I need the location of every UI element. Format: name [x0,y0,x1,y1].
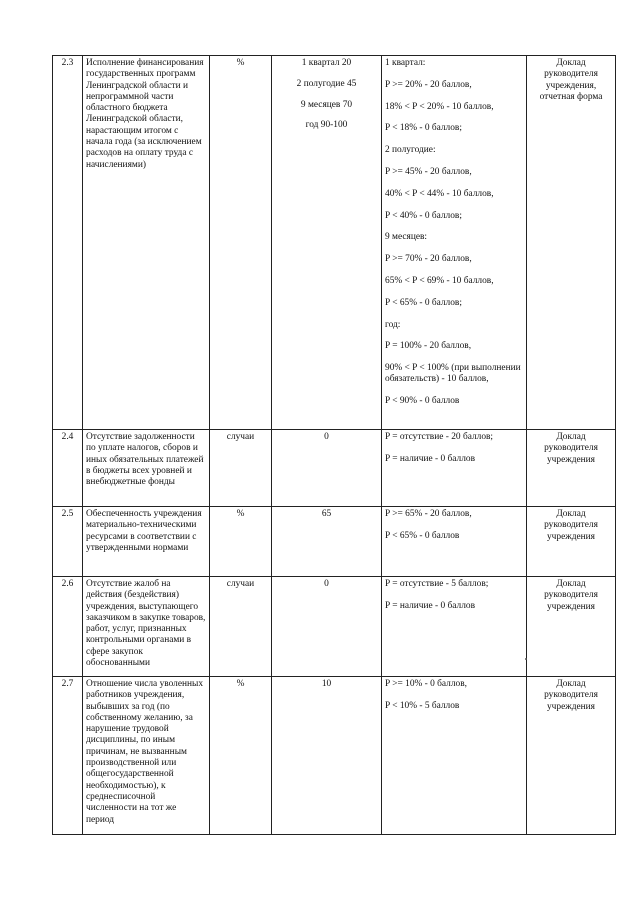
unit-cell: случаи [210,577,272,677]
criteria-line: P < 65% - 0 баллов [385,530,460,541]
row-number: 2.7 [53,677,83,835]
unit-cell: случаи [210,430,272,507]
table-row [53,430,616,507]
criteria-line: 2 полугодие: [385,145,436,156]
target-line: 2 полугодие 45 [296,78,357,89]
target-line: 9 месяцев 70 [300,99,353,110]
criteria-line: P = отсутствие - 20 баллов; [385,432,494,442]
scan-speck [525,658,527,660]
criteria-line: P >= 10% - 0 баллов, [385,679,467,689]
table-row [53,677,616,835]
criteria-line: P < 10% - 5 баллов [385,700,460,711]
row-number: 2.6 [53,577,83,677]
source-cell: Доклад руководителя учреждения, отчетная форма [527,56,616,430]
criteria-line: P = 100% - 20 баллов, [385,341,472,352]
criteria-line: 90% < P < 100% (при выполнении обязательств) - 10 баллов, [385,363,521,385]
criteria-cell [382,577,527,677]
unit-cell: % [210,56,272,430]
criteria-cell [382,56,527,430]
source-cell: Доклад руководителя учреждения [527,677,616,835]
source-cell: Доклад руководителя учреждения [527,507,616,577]
target-cell: 65 [272,507,382,577]
indicator-name: Отношение числа уволенных работников учреждения, выбывших за год (по собственному желанию, за нарушение трудовой дисциплины, по иным причинам, не вызванным производственной или общегосударственной необходимостью), к среднесписочной численности на тот же период [83,677,210,835]
criteria-line: 40% < P < 44% - 10 баллов, [385,188,494,199]
unit-cell: % [210,677,272,835]
target-cell: 0 [272,430,382,507]
criteria-line: P = наличие - 0 баллов [385,600,476,611]
criteria-line: P = наличие - 0 баллов [385,453,476,464]
criteria-line: 65% < P < 69% - 10 баллов, [385,275,494,286]
table-row [53,56,616,430]
criteria-line: P < 90% - 0 баллов [385,396,460,407]
unit-cell: % [210,507,272,577]
criteria-cell [382,507,527,577]
table-row [53,577,616,677]
criteria-cell [382,677,527,835]
criteria-line: P < 40% - 0 баллов; [385,210,462,221]
criteria-line: P >= 65% - 20 баллов, [385,509,472,519]
target-cell [272,56,382,430]
criteria-line: P = отсутствие - 5 баллов; [385,579,489,589]
target-cell: 10 [272,677,382,835]
indicator-name: Исполнение финансирования государственных программ Ленинградской области и непрограммной части областного бюджета Ленинградской области, нарастающим итогом с начала года (за исключением расходов на оплату труда с начислениями) [83,56,210,430]
criteria-line: 18% < P < 20% - 10 баллов, [385,101,494,112]
indicator-name: Отсутствие задолженности по уплате налогов, сборов и иных обязательных платежей в бюджеты всех уровней и внебюджетные фонды [83,430,210,507]
criteria-cell [382,430,527,507]
criteria-line: 1 квартал: [385,58,426,68]
criteria-line: P >= 20% - 20 баллов, [385,79,472,90]
criteria-table [52,55,616,835]
criteria-line: год: [385,319,401,330]
criteria-line: P >= 45% - 20 баллов, [385,166,472,177]
criteria-line: 9 месяцев: [385,232,428,243]
target-line: 1 квартал 20 [301,58,352,68]
source-cell: Доклад руководителя учреждения [527,577,616,677]
table-row [53,507,616,577]
criteria-line: P < 18% - 0 баллов; [385,123,462,134]
target-cell: 0 [272,577,382,677]
criteria-line: P < 65% - 0 баллов; [385,297,462,308]
row-number: 2.3 [53,56,83,430]
criteria-line: P >= 70% - 20 баллов, [385,254,472,265]
row-number: 2.4 [53,430,83,507]
target-line: год 90-100 [305,120,348,131]
row-number: 2.5 [53,507,83,577]
indicator-name: Отсутствие жалоб на действия (бездействия) учреждения, выступающего заказчиком в закупке товаров, работ, услуг, признанных контрольными органами в сфере закупок обоснованными [83,577,210,677]
source-cell: Доклад руководителя учреждения [527,430,616,507]
indicator-name: Обеспеченность учреждения материально-техническими ресурсами в соответствии с утвержденными нормами [83,507,210,577]
